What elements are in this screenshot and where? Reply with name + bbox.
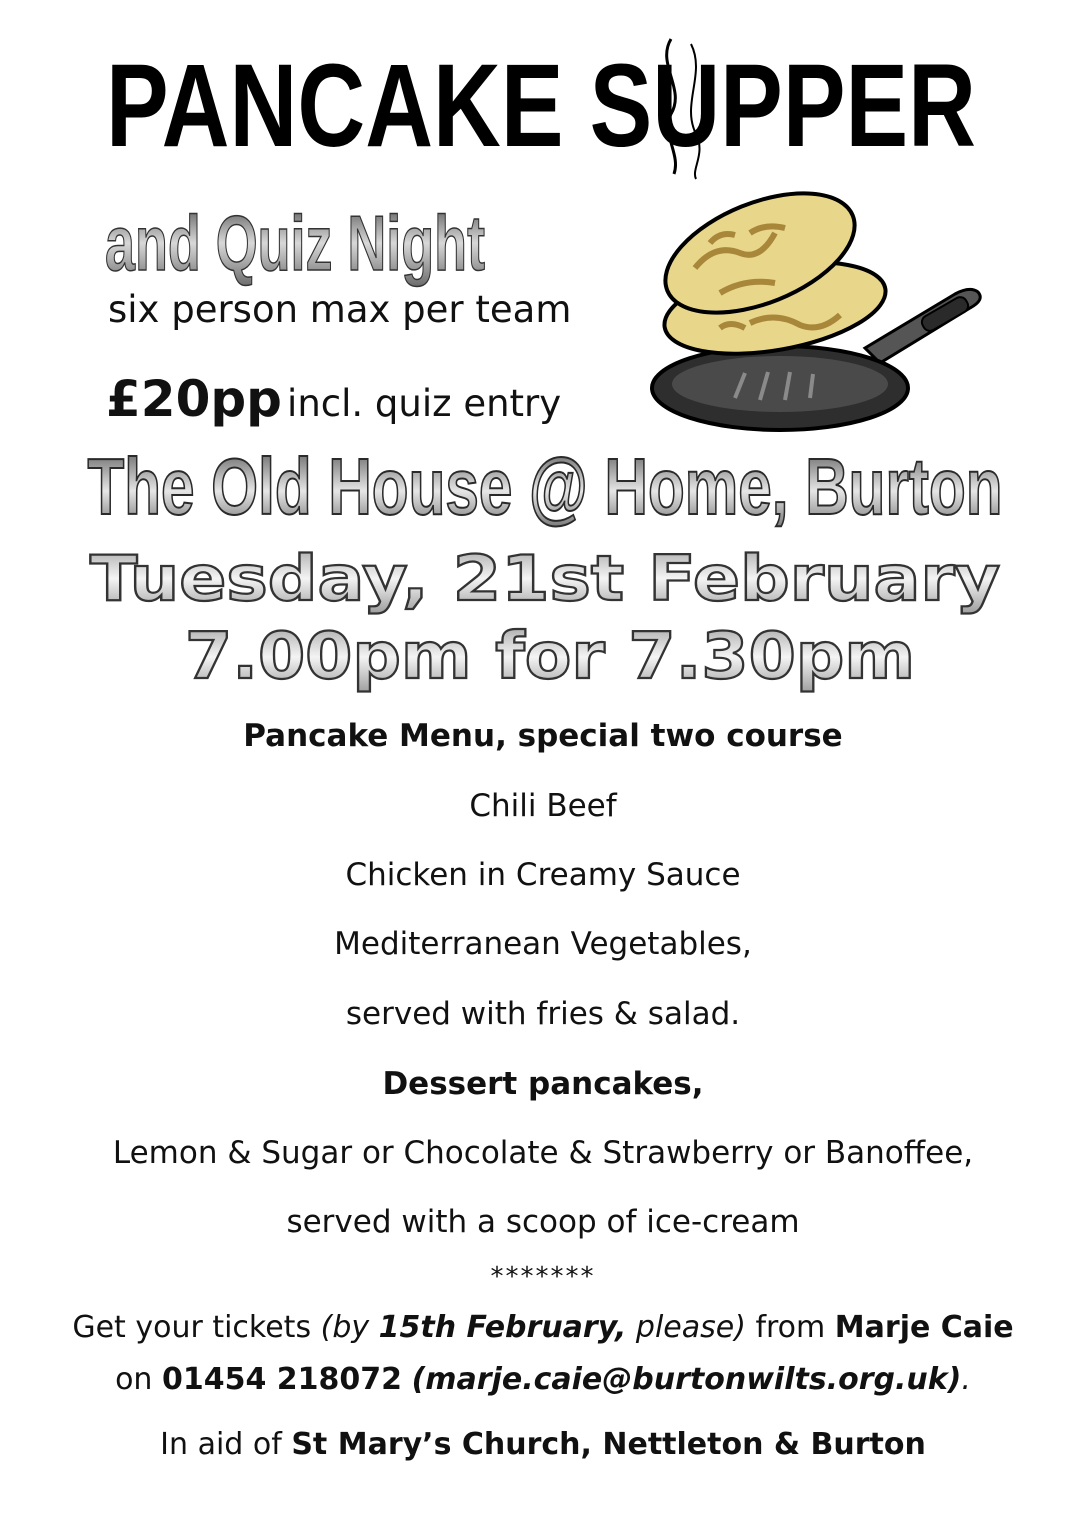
menu-item: served with fries & salad. xyxy=(345,996,741,1032)
menu-item: Chili Beef xyxy=(469,788,617,824)
contact-name: Marje Caie xyxy=(834,1310,1014,1345)
menu-heading: Pancake Menu, special two course xyxy=(243,718,843,754)
ticket-contact: on 01454 218072 (marje.caie@burtonwilts.org.uk). xyxy=(115,1362,971,1397)
contact-phone: 01454 218072 xyxy=(161,1362,403,1397)
separator: ******* xyxy=(490,1262,596,1292)
price-line xyxy=(106,370,561,428)
main-title-text: PANCAKE SUPPER xyxy=(106,40,976,172)
event-date-text: Tuesday, 21st February xyxy=(90,542,1001,615)
subtitle xyxy=(100,198,490,287)
main-title xyxy=(96,34,986,184)
menu-item: Mediterranean Vegetables, xyxy=(334,926,752,962)
event-time-text: 7.00pm for 7.30pm xyxy=(185,620,915,694)
price-desc: incl. quiz entry xyxy=(287,382,562,425)
ticket-deadline: 15th February, xyxy=(378,1310,627,1345)
frying-pan-icon xyxy=(650,188,990,438)
team-note: six person max per team xyxy=(108,288,572,331)
charity-name: St Mary’s Church, Nettleton & Burton xyxy=(291,1427,926,1462)
contact-email[interactable]: (marje.caie@burtonwilts.org.uk) xyxy=(411,1362,962,1397)
event-time xyxy=(180,616,920,694)
dessert-serve: served with a scoop of ice-cream xyxy=(286,1204,800,1240)
event-date xyxy=(80,540,1010,615)
dessert-heading: Dessert pancakes, xyxy=(382,1066,704,1102)
ticket-info: Get your tickets (by 15th February, please) from Marje Caie xyxy=(72,1310,1014,1345)
venue-text: The Old House @ Home, Burton xyxy=(87,442,1003,531)
dessert-options: Lemon & Sugar or Chocolate & Strawberry or Banoffee, xyxy=(112,1135,974,1171)
price-amount: £20pp xyxy=(106,370,282,428)
charity-line: In aid of St Mary’s Church, Nettleton & Burton xyxy=(160,1427,926,1462)
subtitle-text: and Quiz Night xyxy=(105,199,486,287)
venue xyxy=(80,440,1010,530)
menu-item: Chicken in Creamy Sauce xyxy=(345,857,741,893)
